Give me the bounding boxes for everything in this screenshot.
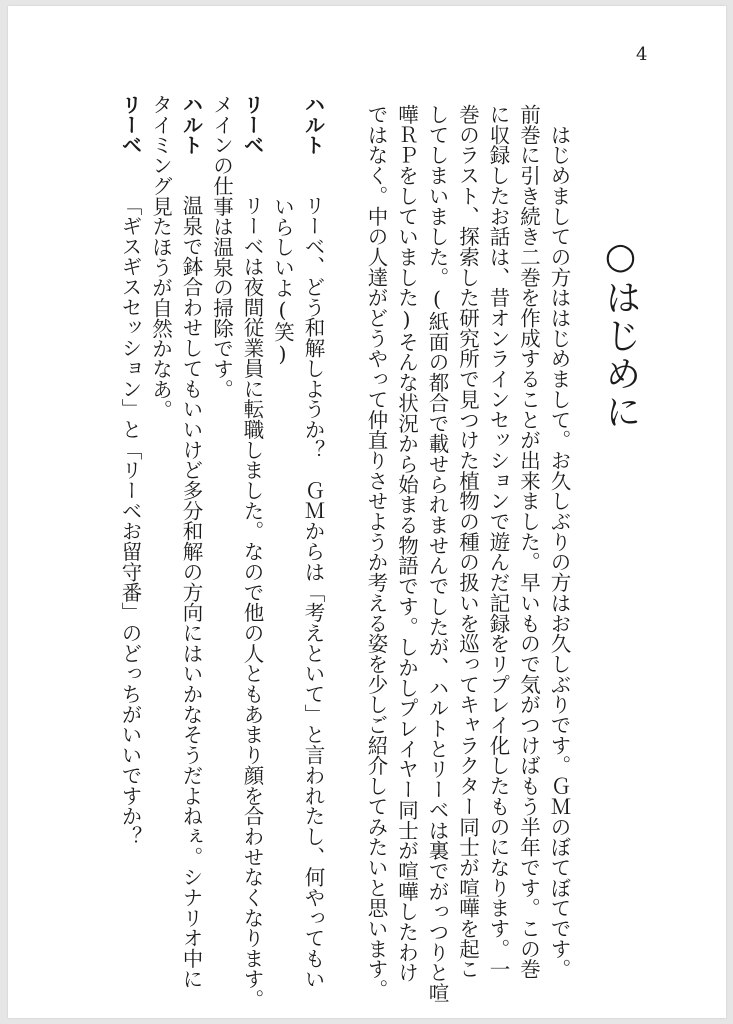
dialogue-line	[176, 94, 207, 989]
intro-paragraph	[361, 104, 575, 1003]
dialogue-text: リーベは夜間従業員に転職しました。なので他の人ともあまり顔を合わせなくなります。	[240, 195, 264, 1010]
dialogue-line	[115, 94, 146, 924]
body-line: 前巻に引き続き二巻を作成することが出来ました。早いもので気がつけばもう半年です。この巻	[516, 104, 541, 980]
dialogue-text: いらしいよ(笑)	[270, 196, 295, 366]
body-line: ではなく。中の人達がどうやって仲直りさせようか考える姿を少しご紹介してみたいと思います。	[364, 104, 388, 1000]
section-heading: ○はじめに	[600, 236, 641, 431]
dialogue-line	[145, 94, 176, 924]
dialogue-text: リーベ、どう和解しようか？ ＧＭからは「考えといて」と言われたし、何やってもい	[301, 195, 325, 989]
dialogue-line	[237, 94, 268, 1010]
dialogue-line	[206, 94, 237, 924]
body-line: してしまいました。(紙面の都合で載せられませんでしたが、ハルトとリーベは裏でがっつりと喧	[425, 104, 449, 1003]
dialogue-text: タイミング見たほうが自然かなあ。	[148, 94, 173, 420]
page-number: 4	[636, 44, 648, 65]
speaker-name: リーベ	[118, 94, 142, 156]
book-page	[8, 6, 726, 1018]
dialogue-text: 「ギスギスセッション」と「リーベお留守番」のどっちがいいですか？	[118, 195, 142, 847]
dialogue-text: 温泉で鉢合わせしてもいいけど多分和解の方向にはいかなそうだよねぇ。シナリオ中に	[179, 195, 203, 989]
speaker-name: ハルト	[179, 94, 203, 156]
dialogue-line	[267, 94, 298, 924]
dialogue-text: メインの仕事は温泉の掃除です。	[209, 94, 234, 400]
speaker-name: リーベ	[240, 94, 264, 156]
body-line: はじめましての方ははじめまして。お久しぶりの方はお久しぶりです。ＧＭのぼてぼてです。	[547, 104, 571, 980]
dialogue-block	[115, 94, 329, 1010]
dialogue-line	[298, 94, 329, 989]
speaker-name: ハルト	[301, 94, 325, 156]
body-line: 嘩ＲＰをしていました)そんな状況から始まる物語です。しかしプレイヤー同士が喧嘩したわけ	[394, 104, 419, 983]
body-line: に収録したお話は、昔オンラインセッションで遊んだ記録をリプレイ化したものになります。一	[486, 104, 510, 980]
body-line: 巻のラスト、探索した研究所で見つけた植物の種の扱いを巡ってキャラクター同士が喧嘩を起こ	[455, 104, 480, 980]
